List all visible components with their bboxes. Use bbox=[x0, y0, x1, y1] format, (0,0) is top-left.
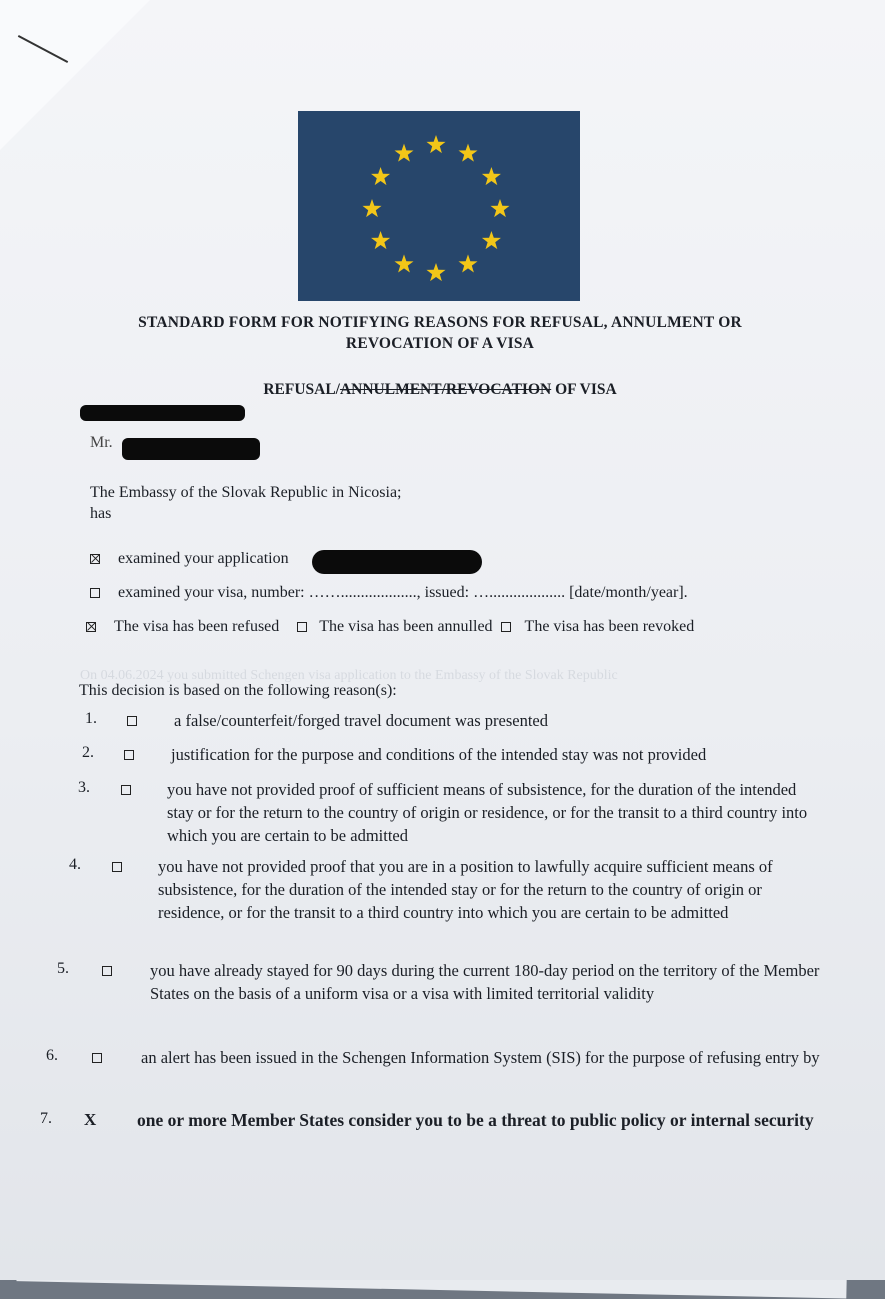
redaction-bar bbox=[80, 405, 245, 421]
has-label: has bbox=[90, 505, 112, 522]
option-application bbox=[90, 550, 289, 568]
subtitle-refusal: REFUSAL/ bbox=[263, 381, 340, 398]
eu-flag-icon bbox=[298, 111, 580, 301]
flag-star-icon bbox=[371, 231, 390, 249]
redaction-name bbox=[122, 438, 260, 460]
reason-text: a false/counterfeit/forged travel document was presented bbox=[174, 711, 548, 730]
flag-star-icon bbox=[482, 167, 501, 185]
visa-status-row bbox=[86, 618, 694, 636]
reason-text: an alert has been issued in the Schengen Information System (SIS) for the purpose of refusing entry by bbox=[141, 1048, 820, 1067]
page-corner bbox=[0, 0, 150, 150]
redaction-application bbox=[312, 550, 482, 574]
flag-star-icon bbox=[394, 254, 413, 272]
decision-intro: This decision is based on the following reason(s): bbox=[79, 682, 397, 699]
salutation: Mr. bbox=[90, 434, 113, 451]
flag-star-icon bbox=[490, 199, 509, 217]
reason-number: 6. bbox=[46, 1047, 58, 1064]
flag-star-icon bbox=[482, 231, 501, 249]
embassy-line: The Embassy of the Slovak Republic in Nicosia; bbox=[90, 484, 402, 501]
refused-label: The visa has been refused bbox=[114, 618, 280, 635]
flag-star-icon bbox=[426, 263, 445, 281]
reason-mark: X bbox=[84, 1110, 97, 1129]
flag-star-icon bbox=[458, 144, 477, 162]
subtitle-of-visa: OF VISA bbox=[551, 381, 617, 398]
reason-checkbox[interactable] bbox=[102, 966, 112, 976]
flag-star-icon bbox=[362, 199, 381, 217]
bleed-through-text: On 04.06.2024 you submitted Schengen visa application to the Embassy of the Slovak Republic bbox=[80, 668, 618, 683]
reason-checkbox[interactable] bbox=[121, 785, 131, 795]
flag-star-icon bbox=[371, 167, 390, 185]
annulled-checkbox[interactable] bbox=[297, 622, 307, 632]
revoked-label: The visa has been revoked bbox=[524, 618, 695, 635]
refused-checkbox[interactable] bbox=[86, 622, 96, 632]
reason-checkbox[interactable] bbox=[112, 862, 122, 872]
flag-star-icon bbox=[426, 135, 445, 153]
reason-number: 2. bbox=[82, 744, 94, 761]
reason-checkbox[interactable] bbox=[127, 716, 137, 726]
reason-text: you have already stayed for 90 days during the current 180-day period on the territory of the Member States on the basis of a uniform visa or a visa with limited territorial validity bbox=[150, 961, 820, 1003]
annulled-label: The visa has been annulled bbox=[319, 618, 493, 635]
reason-number: 3. bbox=[78, 779, 90, 796]
form-title-line1: STANDARD FORM FOR NOTIFYING REASONS FOR REFUSAL, ANNULMENT OR bbox=[138, 314, 742, 331]
reason-number: 7. bbox=[40, 1110, 52, 1127]
option-application-label: examined your application bbox=[118, 550, 289, 567]
flag-star-icon bbox=[394, 144, 413, 162]
reason-text: you have not provided proof of sufficient means of subsistence, for the duration of the intended stay or for the return to the country of origin or residence, or for the transit to a third country into which you are certain to be admitted bbox=[167, 780, 808, 845]
reason-number: 1. bbox=[85, 710, 97, 727]
application-checkbox[interactable] bbox=[90, 554, 100, 564]
reason-number: 5. bbox=[57, 960, 69, 977]
reason-text: justification for the purpose and conditions of the intended stay was not provided bbox=[171, 745, 707, 764]
subtitle-struck: ANNULMENT/REVOCATION bbox=[339, 381, 552, 398]
reason-checkbox[interactable] bbox=[92, 1053, 102, 1063]
reason-text: one or more Member States consider you to be a threat to public policy or internal security bbox=[137, 1110, 814, 1130]
option-visa bbox=[90, 584, 688, 602]
reason-text: you have not provided proof that you are in a position to lawfully acquire sufficient means of subsistence, for the duration of the intended stay or for the return to the country of origin or residence, or for the transit to a third country into which you are certain to be admitted bbox=[158, 857, 773, 922]
reason-number: 4. bbox=[69, 856, 81, 873]
form-subtitle bbox=[60, 381, 820, 399]
form-title-line2: REVOCATION OF A VISA bbox=[345, 335, 535, 352]
option-visa-label: examined your visa, number: ……..................., issued: …................... [date/month/year]. bbox=[118, 584, 688, 601]
reason-checkbox[interactable] bbox=[124, 750, 134, 760]
visa-checkbox[interactable] bbox=[90, 588, 100, 598]
flag-star-icon bbox=[458, 254, 477, 272]
revoked-checkbox[interactable] bbox=[501, 622, 511, 632]
